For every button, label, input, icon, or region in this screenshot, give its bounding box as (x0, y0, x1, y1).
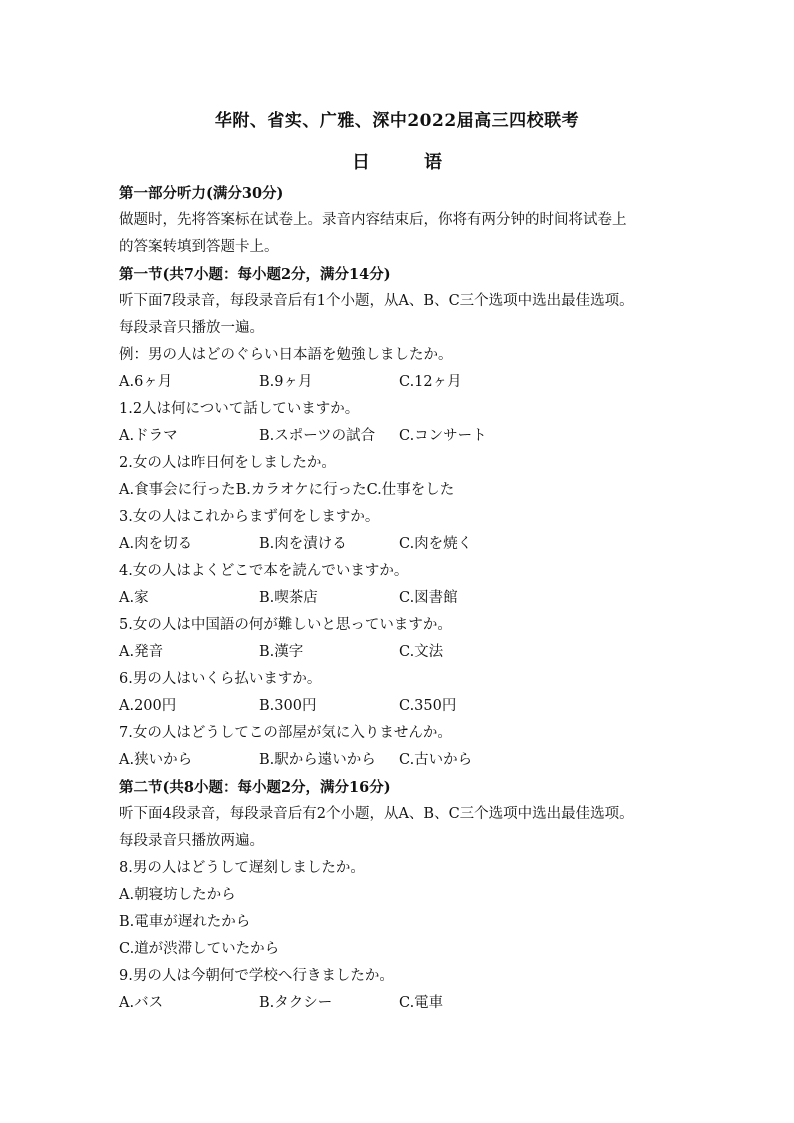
section1-heading: 第一节(共7小题：每小题2分，满分14分) (119, 266, 391, 283)
option-a: A.ドラマ (119, 428, 178, 444)
option-a: A.バス (119, 995, 164, 1011)
section2-instruction-line1: 听下面4段录音，每段录音后有2个小题，从A、B、C三个选项中选出最佳选项。 (119, 806, 634, 822)
option-a: A.家 (119, 590, 149, 606)
option-b: B.スポーツの試合 (259, 428, 376, 444)
question-3-options (119, 531, 699, 558)
option-c: C.肉を焼く (399, 536, 473, 552)
question-7: 7.女の人はどうしてこの部屋が気に入りませんか。 (119, 725, 452, 741)
option-a: A.食事会に行った (119, 482, 236, 498)
option-c: C.文法 (399, 644, 444, 660)
section2-instruction-line2: 每段录音只播放两遍。 (119, 833, 264, 849)
part1-instruction-line2: 的答案转填到答题卡上。 (119, 239, 279, 255)
option-b: B.肉を漬ける (259, 536, 347, 552)
option-b: B.駅から遠いから (259, 752, 376, 768)
option-b: B.喫茶店 (259, 590, 318, 606)
part1-heading: 第一部分听力(满分30分) (119, 185, 284, 202)
part1-instruction-line1: 做题时，先将答案标在试卷上。录音内容结束后，你将有两分钟的时间将试卷上 (119, 212, 627, 228)
question-2-options (119, 477, 699, 504)
question-4: 4.女の人はよくどこで本を読んでいますか。 (119, 563, 409, 579)
option-a: A.発音 (119, 644, 164, 660)
option-c: C.12ヶ月 (399, 374, 462, 390)
section1-instruction-line1: 听下面7段录音，每段录音后有1个小题，从A、B、C三个选项中选出最佳选项。 (119, 293, 634, 309)
option-b: B.タクシー (259, 995, 333, 1011)
question-1-options (119, 423, 699, 450)
option-c: C.図書館 (399, 590, 458, 606)
question-7-options (119, 747, 699, 774)
question-9: 9.男の人は今朝何で学校へ行きましたか。 (119, 968, 394, 984)
exam-body (119, 180, 699, 1017)
question-3: 3.女の人はこれからまず何をしますか。 (119, 509, 380, 525)
question-8-option-b: B.電車が遅れたから (119, 914, 251, 930)
example-options (119, 369, 699, 396)
option-a: A.肉を切る (119, 536, 193, 552)
option-c: C.電車 (399, 995, 444, 1011)
question-5: 5.女の人は中国語の何が難しいと思っていますか。 (119, 617, 452, 633)
example-question: 例：男の人はどのぐらい日本語を勉強しましたか。 (119, 347, 453, 363)
option-b: B.カラオケに行った (235, 482, 367, 498)
question-6-options (119, 693, 699, 720)
question-4-options (119, 585, 699, 612)
option-b: B.300円 (259, 698, 317, 714)
option-c: C.コンサート (399, 428, 487, 444)
option-b: B.漢字 (259, 644, 304, 660)
exam-subject: 日 语 (352, 152, 460, 173)
question-6: 6.男の人はいくら払いますか。 (119, 671, 322, 687)
option-c: C.350円 (399, 698, 457, 714)
section2-heading: 第二节(共8小题：每小题2分，满分16分) (119, 779, 391, 796)
option-b: B.9ヶ月 (259, 374, 313, 390)
option-a: A.6ヶ月 (119, 374, 173, 390)
exam-title: 华附、省实、广雅、深中2022届高三四校联考 (214, 111, 580, 131)
option-a: A.狭いから (119, 752, 193, 768)
option-a: A.200円 (119, 698, 177, 714)
question-1: 1.2人は何について話していますか。 (119, 401, 360, 417)
question-2: 2.女の人は昨日何をしましたか。 (119, 455, 336, 471)
question-8: 8.男の人はどうして遅刻しましたか。 (119, 860, 365, 876)
section1-instruction-line2: 每段录音只播放一遍。 (119, 320, 264, 336)
option-c: C.古いから (399, 752, 473, 768)
option-c: C.仕事をした (366, 482, 455, 498)
question-8-option-a: A.朝寝坊したから (119, 887, 236, 903)
question-8-option-c: C.道が渋滞していたから (119, 941, 280, 957)
question-5-options (119, 639, 699, 666)
question-9-options (119, 990, 699, 1017)
